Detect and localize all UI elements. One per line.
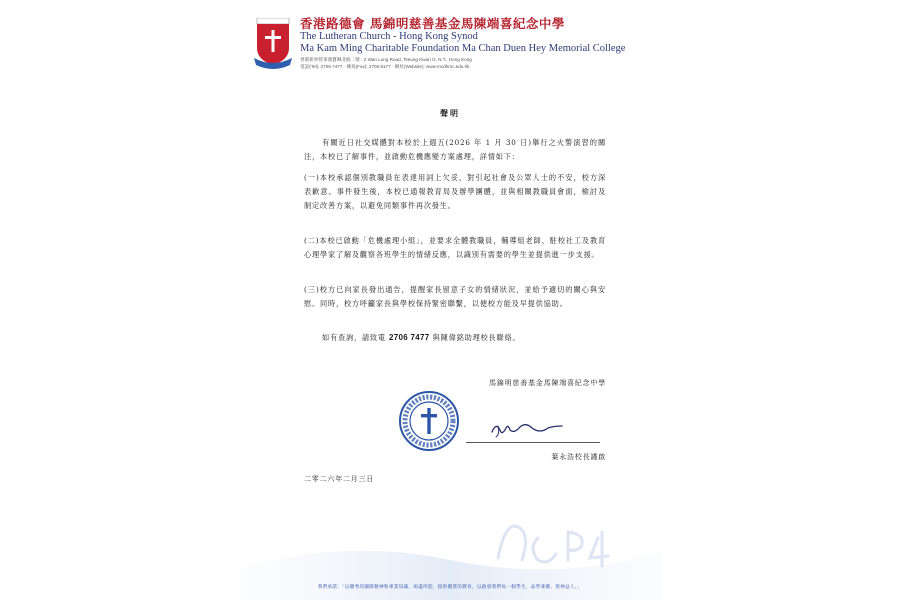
enquiry-text-after: 與陳偉銘助理校長聯絡。: [432, 333, 521, 342]
signature-line: [466, 442, 600, 443]
school-name-english-line1: The Lutheran Church - Hong Kong Synod: [300, 31, 478, 42]
letterhead: [300, 17, 660, 70]
point-three-paragraph: (三)校方已向家長發出通告，提醒家長留意子女的情緒狀況，並給予適切的關心與安慰。同時，校方呼籲家長與學校保持緊密聯繫，以便校方能及早提供協助。: [304, 285, 606, 308]
school-seal-stamp: [398, 390, 460, 452]
document-title: 聲明: [440, 108, 460, 118]
school-address: 香港新界將軍澳寶琳北路二號 · 2 Wan Lung Road, Tseung Kwan O, N.T., Hong Kong: [300, 57, 472, 62]
enquiry-paragraph: [304, 331, 606, 345]
school-motto-footer: 我們承諾：「以優秀的團隊精神和專業知識，竭盡所能，提供優質的教育，以啟發我們每一個學生，品學兼優，榮神益人。」: [317, 585, 583, 590]
letter-page: [238, 0, 662, 600]
enquiry-text-before: 如有查詢，請致電: [322, 333, 386, 342]
point-two-paragraph: (二)本校已啟動「危機處理小組」，並要求全體教職員，輔導組老師、駐校社工及教育心理學家了解及觀察各班學生的情緒反應，以識別有需要的學生並提供進一步支援。: [304, 236, 606, 259]
school-crest-icon: [254, 18, 292, 70]
intro-paragraph: 有關近日社交媒體對本校於上週五(2026 年 1 月 30 日)舉行之火警演習的關注，本校已了解事件，並啟動危機應變方案處理，詳情如下：: [304, 138, 606, 161]
signing-school-name: 馬錦明慈善基金馬陳端喜紀念中學: [489, 379, 606, 387]
principal-signature: [486, 418, 566, 440]
school-contact: 電話(Tel): 2706 7477 · 傳真(Fax): 2706 8177 · 網址(Website): www.mcdhmc.edu.hk: [300, 64, 470, 69]
point-one-paragraph: (一)本校承認個別教職員在表達用詞上欠妥，對引起社會及公眾人士的不安，校方深表歉意。事件發生後，本校已通報教育局及辦學團體，並與相關教職員會面，檢討及制定改善方案，以避免同類事件再次發生。: [304, 173, 606, 210]
enquiry-phone-number: 2706 7477: [389, 333, 430, 342]
document-date: 二零二六年二月三日: [304, 475, 375, 483]
signer-name: 葉永浩校長謹啟: [551, 453, 606, 461]
school-name-english-line2: Ma Kam Ming Charitable Foundation Ma Chan Duen Hey Memorial College: [300, 42, 626, 54]
school-name-chinese: 香港路德會 馬錦明慈善基金馬陳端喜紀念中學: [300, 16, 565, 31]
